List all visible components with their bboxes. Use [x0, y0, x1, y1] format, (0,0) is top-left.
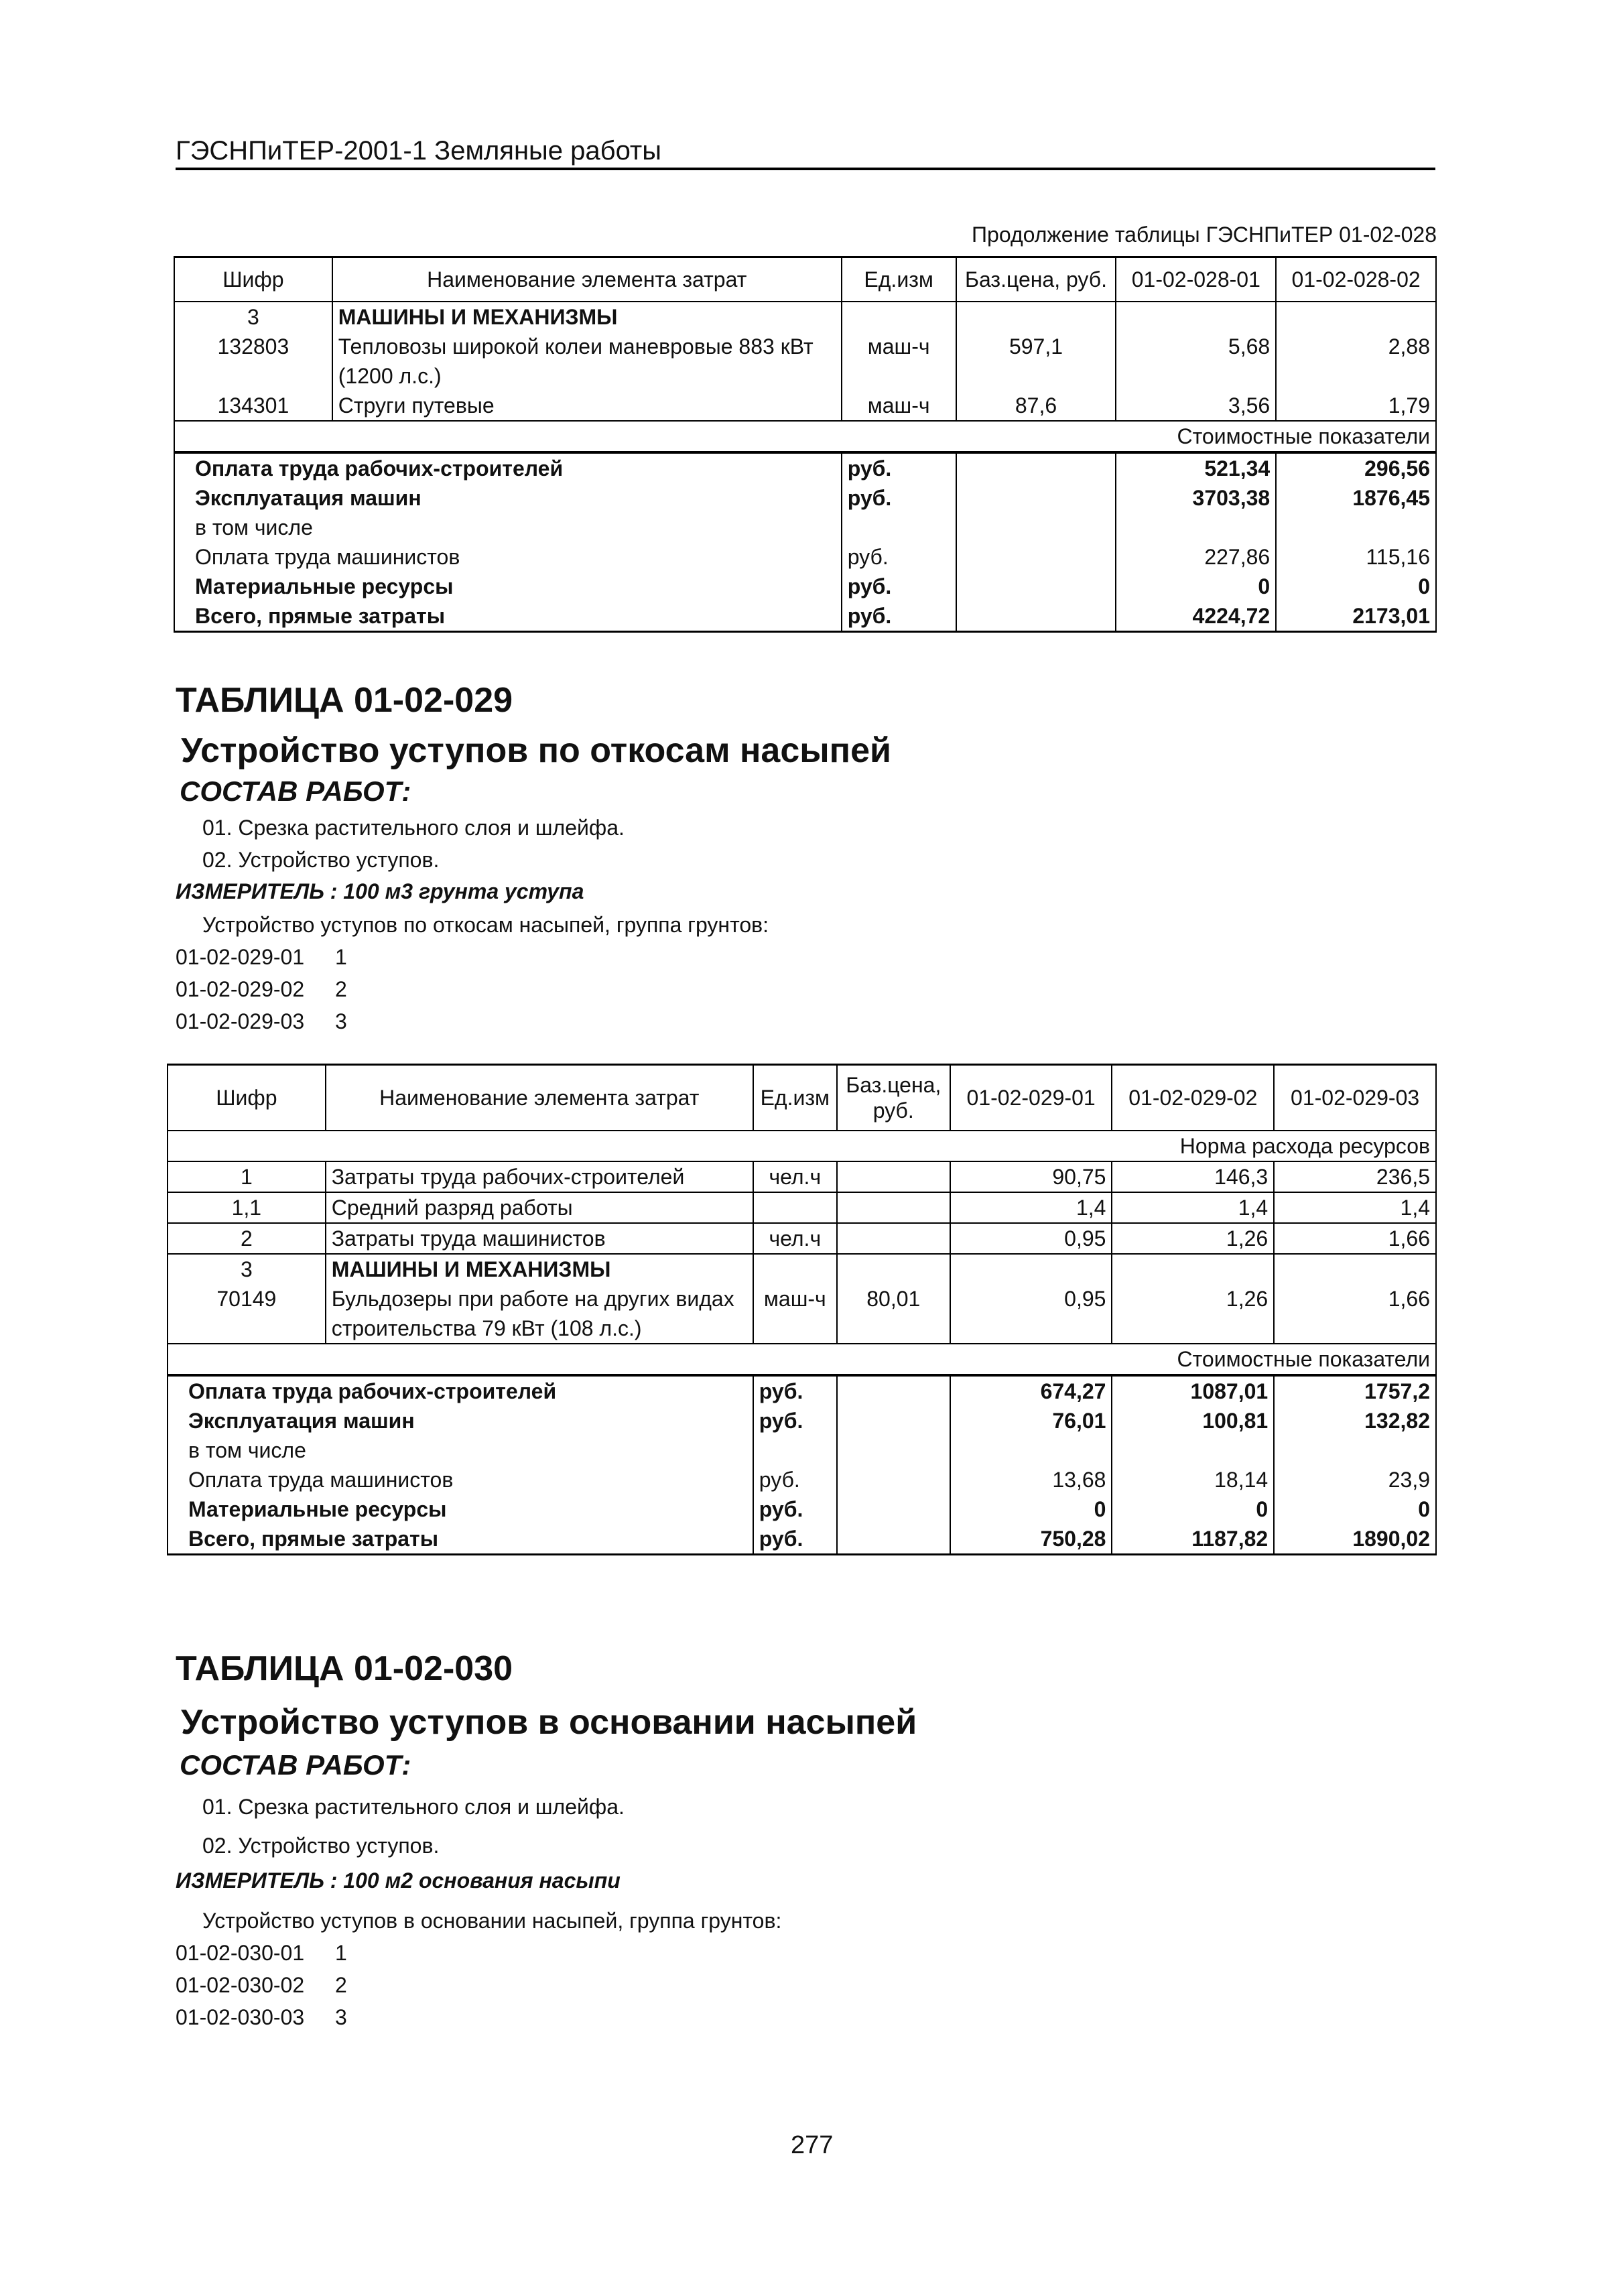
sostav-label: СОСТАВ РАБОТ: — [180, 775, 411, 807]
work-item: 01. Срезка растительного слоя и шлейфа. — [202, 1795, 625, 1819]
th-code: Шифр — [168, 1065, 326, 1131]
norm-label-row: Норма расхода ресурсов — [168, 1131, 1436, 1161]
th-unit: Ед.изм — [842, 257, 956, 302]
table-row: 70149 Бульдозеры при работе на других видах строительства 79 кВт (108 л.с.) маш-ч 80,01 0,95 1,26 1,66 — [168, 1284, 1436, 1344]
th-col2: 01-02-029-02 — [1112, 1065, 1274, 1131]
group-number: 1 — [335, 945, 347, 969]
th-col1: 01-02-029-01 — [950, 1065, 1112, 1131]
table-row: в том числе — [174, 513, 1436, 542]
table-028-caption: Продолжение таблицы ГЭСНПиТЕР 01-02-028 — [972, 222, 1437, 247]
th-col1: 01-02-028-01 — [1116, 257, 1276, 302]
group-code: 01-02-030-01 — [176, 1941, 305, 1965]
group-intro: Устройство уступов в основании насыпей, группа грунтов: — [202, 1909, 782, 1933]
table-row: 3 МАШИНЫ И МЕХАНИЗМЫ — [168, 1254, 1436, 1284]
table-row: Всего, прямые затраты руб. 750,28 1187,82 1890,02 — [168, 1524, 1436, 1555]
measure-unit: ИЗМЕРИТЕЛЬ : 100 м2 основания насыпи — [176, 1868, 621, 1893]
group-number: 1 — [335, 1941, 347, 1965]
table-row: Оплата труда рабочих-строителей руб. 521,34 296,56 — [174, 452, 1436, 483]
table-row: Оплата труда машинистов руб. 13,68 18,14 23,9 — [168, 1465, 1436, 1494]
th-price: Баз.цена, руб. — [837, 1065, 950, 1131]
group-number: 3 — [335, 1009, 347, 1033]
cost-label-row: Стоимостные показатели — [174, 421, 1436, 452]
th-col2: 01-02-028-02 — [1276, 257, 1436, 302]
page-header: ГЭСНПиТЕР-2001-1 Земляные работы — [176, 136, 1435, 170]
th-unit: Ед.изм — [753, 1065, 837, 1131]
work-item: 01. Срезка растительного слоя и шлейфа. — [202, 816, 625, 840]
group-number: 2 — [335, 1973, 347, 1997]
table-row: Материальные ресурсы руб. 0 0 — [174, 572, 1436, 601]
table-row: 132803 Тепловозы широкой колеи маневровые 883 кВт (1200 л.с.) маш-ч 597,1 5,68 2,88 — [174, 332, 1436, 391]
table-029-title: ТАБЛИЦА 01-02-029 — [176, 681, 513, 720]
th-name: Наименование элемента затрат — [326, 1065, 753, 1131]
page-number: 277 — [791, 2131, 834, 2159]
table-01-02-029 — [167, 1064, 1437, 1555]
group-code: 01-02-029-01 — [176, 945, 305, 969]
sostav-label: СОСТАВ РАБОТ: — [180, 1749, 411, 1781]
table-030-subtitle: Устройство уступов в основании насыпей — [181, 1703, 917, 1742]
measure-unit: ИЗМЕРИТЕЛЬ : 100 м3 грунта уступа — [176, 879, 584, 903]
table-row: 1,1 Средний разряд работы 1,4 1,4 1,4 — [168, 1192, 1436, 1223]
table-row: Всего, прямые затраты руб. 4224,72 2173,01 — [174, 601, 1436, 632]
work-item: 02. Устройство уступов. — [202, 1834, 440, 1858]
th-code: Шифр — [174, 257, 332, 302]
cost-label-row: Стоимостные показатели — [168, 1344, 1436, 1375]
group-intro: Устройство уступов по откосам насыпей, группа грунтов: — [202, 913, 769, 937]
group-number: 3 — [335, 2005, 347, 2029]
table-row: 134301 Струги путевые маш-ч 87,6 3,56 1,79 — [174, 391, 1436, 421]
work-item: 02. Устройство уступов. — [202, 848, 440, 872]
table-row: Оплата труда рабочих-строителей руб. 674,27 1087,01 1757,2 — [168, 1375, 1436, 1406]
table-row: в том числе — [168, 1436, 1436, 1465]
table-030-title: ТАБЛИЦА 01-02-030 — [176, 1649, 513, 1688]
th-name: Наименование элемента затрат — [332, 257, 842, 302]
table-row: 2 Затраты труда машинистов чел.ч 0,95 1,26 1,66 — [168, 1223, 1436, 1254]
group-code: 01-02-029-02 — [176, 977, 305, 1001]
table-row: Эксплуатация машин руб. 76,01 100,81 132,82 — [168, 1406, 1436, 1436]
group-code: 01-02-030-03 — [176, 2005, 305, 2029]
table-row: Эксплуатация машин руб. 3703,38 1876,45 — [174, 483, 1436, 513]
table-row: 1 Затраты труда рабочих-строителей чел.ч 90,75 146,3 236,5 — [168, 1161, 1436, 1192]
group-number: 2 — [335, 977, 347, 1001]
table-row: Оплата труда машинистов руб. 227,86 115,16 — [174, 542, 1436, 572]
table-029-subtitle: Устройство уступов по откосам насыпей — [181, 731, 891, 770]
group-code: 01-02-029-03 — [176, 1009, 305, 1033]
th-col3: 01-02-029-03 — [1274, 1065, 1436, 1131]
table-01-02-028 — [174, 256, 1437, 633]
table-row: Материальные ресурсы руб. 0 0 0 — [168, 1494, 1436, 1524]
th-price: Баз.цена, руб. — [956, 257, 1116, 302]
table-row: 3 МАШИНЫ И МЕХАНИЗМЫ — [174, 302, 1436, 332]
group-code: 01-02-030-02 — [176, 1973, 305, 1997]
